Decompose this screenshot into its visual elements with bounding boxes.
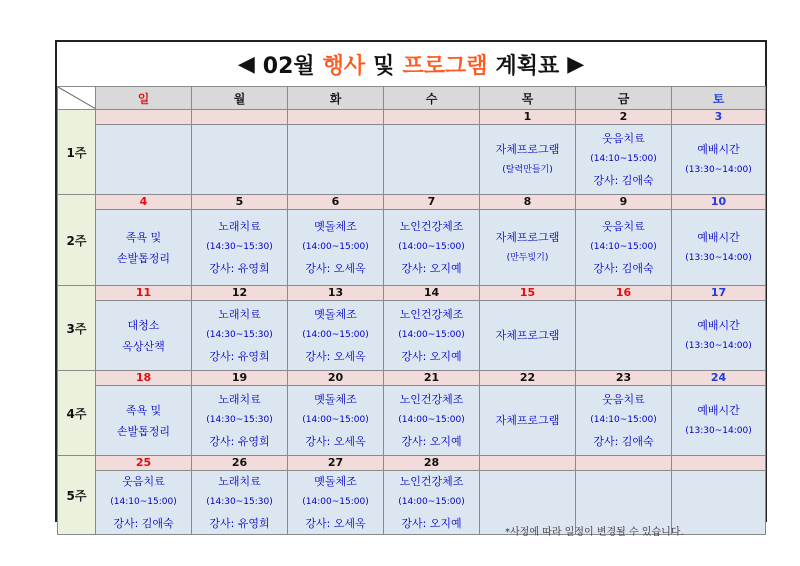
program-cell xyxy=(672,471,766,535)
week-label: 4주 xyxy=(58,371,96,456)
program-detail: 강사: 김애숙 xyxy=(113,517,174,530)
right-arrow-icon: ▶ xyxy=(567,51,585,77)
program-detail: (13:30~14:00) xyxy=(685,164,752,175)
program-cell xyxy=(384,471,480,535)
date-row xyxy=(58,456,766,471)
program-cell xyxy=(576,210,672,286)
date-cell: 25 xyxy=(96,456,192,471)
title-plan: 계획표 xyxy=(495,53,560,79)
program-cell xyxy=(96,386,192,456)
program-detail: (14:00~15:00) xyxy=(302,497,369,507)
date-cell xyxy=(96,110,192,125)
program-detail: (14:00~15:00) xyxy=(398,415,465,425)
program-row xyxy=(58,125,766,195)
date-cell xyxy=(480,456,576,471)
date-cell xyxy=(672,456,766,471)
program-name: 노래치료 xyxy=(218,308,261,321)
diagonal-line xyxy=(58,87,96,109)
program-name: 웃음치료 xyxy=(602,393,645,406)
program-detail: 강사: 오세옥 xyxy=(305,435,366,448)
day-header-mon: 월 xyxy=(192,87,288,110)
program-detail: 강사: 오세옥 xyxy=(305,262,366,275)
program-name: 자체프로그램 xyxy=(495,414,560,427)
program-name: 예배시간 xyxy=(697,318,740,332)
program-name: 대청소 xyxy=(127,318,160,332)
date-cell: 20 xyxy=(288,371,384,386)
date-cell: 3 xyxy=(672,110,766,125)
program-name: 자체프로그램 xyxy=(495,142,560,156)
program-cell xyxy=(96,210,192,286)
program-detail: (13:30~14:00) xyxy=(685,425,752,436)
program-detail: 강사: 유영희 xyxy=(209,262,270,275)
date-cell: 2 xyxy=(576,110,672,125)
program-name: 몟돌체조 xyxy=(314,393,357,406)
date-cell xyxy=(192,110,288,125)
date-cell: 4 xyxy=(96,195,192,210)
program-cell xyxy=(480,125,576,195)
program-cell xyxy=(288,471,384,535)
program-detail: 강사: 김애숙 xyxy=(593,262,654,275)
date-cell: 28 xyxy=(384,456,480,471)
date-row xyxy=(58,110,766,125)
program-cell xyxy=(288,301,384,371)
program-name: 노인건강체조 xyxy=(399,308,464,321)
week-label: 5주 xyxy=(58,456,96,535)
date-row xyxy=(58,195,766,210)
date-cell: 14 xyxy=(384,286,480,301)
program-name: 노래치료 xyxy=(218,220,261,233)
program-name: 예배시간 xyxy=(697,230,740,244)
program-cell xyxy=(288,210,384,286)
date-cell: 26 xyxy=(192,456,288,471)
program-cell xyxy=(576,386,672,456)
week-label: 3주 xyxy=(58,286,96,371)
date-cell: 17 xyxy=(672,286,766,301)
program-detail: (14:30~15:30) xyxy=(206,330,273,340)
day-header-sat: 토 xyxy=(672,87,766,110)
program-detail: (14:00~15:00) xyxy=(302,330,369,340)
date-cell xyxy=(576,456,672,471)
program-detail: 손발톱정리 xyxy=(116,251,171,265)
program-name: 노인건강체조 xyxy=(399,475,464,488)
program-cell xyxy=(192,301,288,371)
program-cell xyxy=(288,386,384,456)
date-cell: 9 xyxy=(576,195,672,210)
program-detail: (14:10~15:00) xyxy=(110,497,177,507)
program-detail: (14:30~15:30) xyxy=(206,242,273,252)
date-cell: 18 xyxy=(96,371,192,386)
program-row xyxy=(58,210,766,286)
program-cell xyxy=(96,301,192,371)
program-name: 웃음치료 xyxy=(602,220,645,233)
program-cell xyxy=(576,301,672,371)
day-header-fri: 금 xyxy=(576,87,672,110)
title-month: 02월 xyxy=(262,53,315,79)
day-header-wed: 수 xyxy=(384,87,480,110)
program-row xyxy=(58,386,766,456)
date-cell xyxy=(384,110,480,125)
date-row xyxy=(58,371,766,386)
title-event: 행사 xyxy=(322,53,366,79)
title-program: 프로그램 xyxy=(402,53,488,79)
program-detail: 강사: 오지예 xyxy=(401,435,462,448)
program-detail: 강사: 오지예 xyxy=(401,350,462,363)
program-cell xyxy=(96,125,192,195)
program-detail: (14:10~15:00) xyxy=(590,154,657,164)
program-detail: 강사: 오지예 xyxy=(401,262,462,275)
program-name: 몟돌체조 xyxy=(314,220,357,233)
date-cell: 19 xyxy=(192,371,288,386)
program-detail: 강사: 오세옥 xyxy=(305,350,366,363)
program-name: 자체프로그램 xyxy=(495,329,560,342)
week-label: 2주 xyxy=(58,195,96,286)
program-cell xyxy=(384,210,480,286)
program-cell xyxy=(384,125,480,195)
program-cell xyxy=(192,210,288,286)
schedule-sheet xyxy=(55,40,767,530)
date-cell xyxy=(288,110,384,125)
date-cell: 24 xyxy=(672,371,766,386)
date-cell: 7 xyxy=(384,195,480,210)
program-cell xyxy=(192,125,288,195)
program-detail: (14:30~15:30) xyxy=(206,497,273,507)
program-name: 예배시간 xyxy=(697,142,740,156)
program-detail: (14:00~15:00) xyxy=(398,497,465,507)
program-cell xyxy=(672,386,766,456)
program-detail: (13:30~14:00) xyxy=(685,252,752,263)
program-detail: (14:00~15:00) xyxy=(398,330,465,340)
program-name: 노래치료 xyxy=(218,393,261,406)
program-name: 노래치료 xyxy=(218,475,261,488)
program-name: 노인건강체조 xyxy=(399,393,464,406)
day-header-row xyxy=(58,87,766,110)
date-cell: 12 xyxy=(192,286,288,301)
date-cell: 1 xyxy=(480,110,576,125)
program-detail: (14:00~15:00) xyxy=(302,242,369,252)
program-detail: (만두빚기) xyxy=(506,252,549,263)
program-cell xyxy=(96,471,192,535)
date-cell: 6 xyxy=(288,195,384,210)
program-detail: (14:30~15:30) xyxy=(206,415,273,425)
day-header-sun: 일 xyxy=(96,87,192,110)
calendar-body xyxy=(58,110,766,535)
program-cell xyxy=(384,386,480,456)
program-detail: 강사: 유영희 xyxy=(209,435,270,448)
date-row xyxy=(58,286,766,301)
program-detail: (14:00~15:00) xyxy=(398,242,465,252)
program-name: 몟돌체조 xyxy=(314,308,357,321)
program-cell xyxy=(480,301,576,371)
program-name: 자체프로그램 xyxy=(495,230,560,244)
corner-cell xyxy=(58,87,96,110)
program-detail: (탈력만들기) xyxy=(502,164,553,175)
program-name: 예배시간 xyxy=(697,403,740,417)
program-detail: 강사: 유영희 xyxy=(209,517,270,530)
program-detail: 손발톱정리 xyxy=(116,424,171,438)
calendar-table xyxy=(57,86,766,535)
date-cell: 10 xyxy=(672,195,766,210)
week-label: 1주 xyxy=(58,110,96,195)
program-cell xyxy=(672,125,766,195)
program-cell xyxy=(480,210,576,286)
program-cell xyxy=(288,125,384,195)
program-detail: (14:10~15:00) xyxy=(590,415,657,425)
date-cell: 15 xyxy=(480,286,576,301)
program-name: 족욕 및 xyxy=(125,230,162,244)
date-cell: 16 xyxy=(576,286,672,301)
program-cell xyxy=(384,301,480,371)
date-cell: 5 xyxy=(192,195,288,210)
date-cell: 8 xyxy=(480,195,576,210)
date-cell: 27 xyxy=(288,456,384,471)
program-name: 웃음치료 xyxy=(122,475,165,488)
program-name: 몟돌체조 xyxy=(314,475,357,488)
program-detail: 강사: 김애숙 xyxy=(593,435,654,448)
program-detail: (14:00~15:00) xyxy=(302,415,369,425)
program-detail: 강사: 오지예 xyxy=(401,517,462,530)
program-detail: (14:10~15:00) xyxy=(590,242,657,252)
date-cell: 23 xyxy=(576,371,672,386)
date-cell: 13 xyxy=(288,286,384,301)
program-name: 웃음치료 xyxy=(602,132,645,145)
day-header-tue: 화 xyxy=(288,87,384,110)
day-header-thu: 목 xyxy=(480,87,576,110)
program-detail: 강사: 김애숙 xyxy=(593,174,654,187)
program-cell xyxy=(480,386,576,456)
date-cell: 21 xyxy=(384,371,480,386)
program-cell xyxy=(672,210,766,286)
program-cell xyxy=(576,125,672,195)
program-detail: 강사: 유영희 xyxy=(209,350,270,363)
program-cell xyxy=(192,386,288,456)
program-detail: (13:30~14:00) xyxy=(685,340,752,351)
date-cell: 11 xyxy=(96,286,192,301)
title-and: 및 xyxy=(373,53,395,79)
program-name: 노인건강체조 xyxy=(399,220,464,233)
program-cell xyxy=(672,301,766,371)
date-cell: 22 xyxy=(480,371,576,386)
program-name: 족욕 및 xyxy=(125,403,162,417)
program-cell xyxy=(192,471,288,535)
left-arrow-icon: ◀ xyxy=(237,51,255,77)
program-detail: 강사: 오세옥 xyxy=(305,517,366,530)
page-title xyxy=(57,42,765,86)
footnote: *사정에 따라 일정이 변경될 수 있습니다. xyxy=(505,527,684,538)
program-detail: 옥상산책 xyxy=(122,339,165,353)
program-row xyxy=(58,301,766,371)
